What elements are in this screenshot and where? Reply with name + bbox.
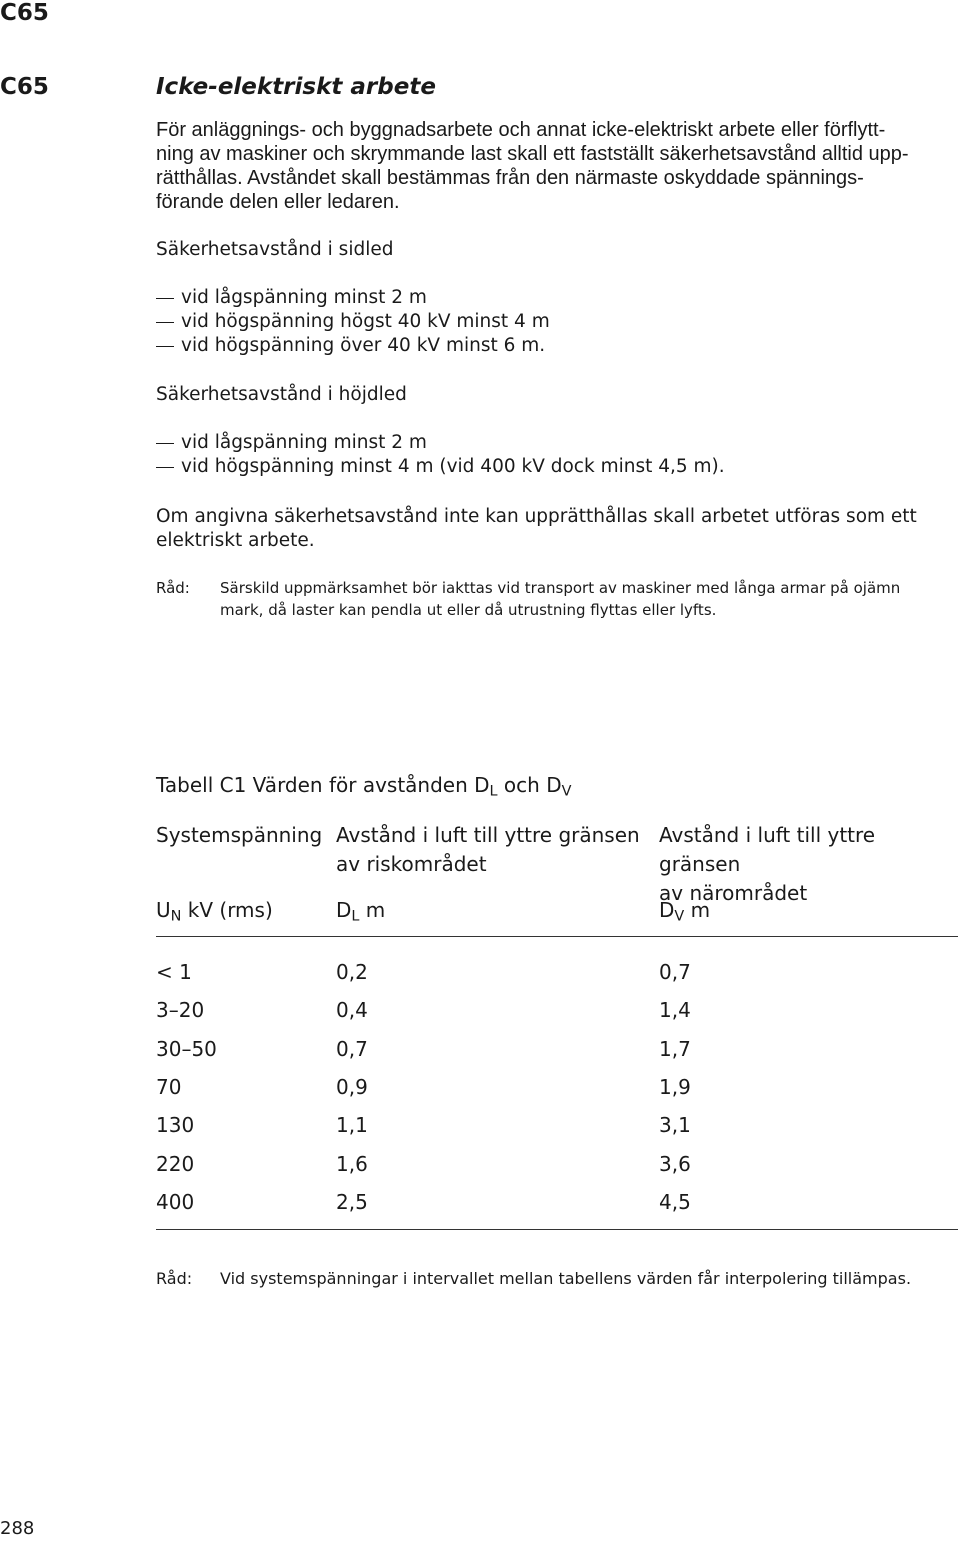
intro-line: ning av maskiner och skrymmande last skall ett fastställt säkerhetsavstånd alltid upp- [156,143,909,165]
section-code: C65 [0,74,49,100]
table-cell: 220 [156,1152,195,1176]
table-bottom-rule [156,1229,958,1230]
table-cell: < 1 [156,960,192,984]
list-item: vid högspänning över 40 kV minst 6 m. [156,334,550,358]
dash-bullet [156,322,174,323]
table-cell: 130 [156,1113,195,1137]
advice-line: mark, då laster kan pendla ut eller då utrustning flyttas eller lyfts. [220,601,717,619]
dash-bullet [156,467,174,468]
table-advice-text: Vid systemspänningar i intervallet mellan tabellens värden får interpolering tillämpas. [220,1269,912,1288]
list-item: vid högspänning högst 40 kV minst 4 m [156,310,550,334]
table-cell: 3,1 [659,1113,691,1137]
table-cell: 400 [156,1190,195,1214]
table-cell: 0,7 [336,1037,368,1061]
page-header-code: C65 [0,0,49,26]
table-cell: 30–50 [156,1037,217,1061]
unit-dv: $D_V$ m [659,898,711,925]
sidled-list [156,286,550,358]
closing-line: Om angivna säkerhetsavstånd inte kan upprätthållas skall arbetet utföras som ett [156,506,917,527]
unit-system-voltage: $U_N$ kV (rms) [156,898,273,925]
table-cell: 0,2 [336,960,368,984]
table-cell: 1,6 [336,1152,368,1176]
table-cell: 1,7 [659,1037,691,1061]
list-item: vid lågspänning minst 2 m [156,431,725,455]
advice-text [220,577,958,621]
intro-line: förande delen eller ledaren. [156,191,400,213]
dash-bullet [156,443,174,444]
table-title: Tabell C1 Värden för avstånden $D_L$ och $D_V$ [156,773,572,800]
dash-bullet [156,298,174,299]
table-advice-label: Råd: [156,1269,193,1288]
intro-line: rätthållas. Avståndet skall bestämmas från den närmaste oskyddade spännings- [156,167,864,189]
sidled-heading: Säkerhetsavstånd i sidled [156,239,394,260]
advice-label: Råd: [156,579,190,597]
table-cell: 0,4 [336,998,368,1022]
list-item: vid högspänning minst 4 m (vid 400 kV dock minst 4,5 m). [156,455,725,479]
intro-line: För anläggnings- och byggnadsarbete och annat icke-elektriskt arbete eller förflytt- [156,119,886,141]
closing-line: elektriskt arbete. [156,530,315,551]
column-header-risk-zone: Avstånd i luft till yttre gränsen av riskområdet [336,823,640,876]
table-cell: 1,1 [336,1113,368,1137]
table-cell: 3–20 [156,998,205,1022]
column-header-near-zone: Avstånd i luft till yttre gränsen av närområdet [659,823,876,905]
table-top-rule [156,936,958,937]
table-cell: 1,4 [659,998,691,1022]
closing-paragraph [156,505,958,553]
table-cell: 2,5 [336,1190,368,1214]
dash-bullet [156,346,174,347]
table-cell: 4,5 [659,1190,691,1214]
table-cell: 70 [156,1075,182,1099]
unit-dl: $D_L$ m [336,898,386,925]
table-cell: 1,9 [659,1075,691,1099]
list-item: vid lågspänning minst 2 m [156,286,550,310]
page-number: 288 [0,1518,35,1539]
section-title: Icke-elektriskt arbete [156,74,436,100]
table-cell: 0,7 [659,960,691,984]
table-cell: 0,9 [336,1075,368,1099]
column-header-system: Systemspänning [156,823,323,847]
table-cell: 3,6 [659,1152,691,1176]
hojdled-heading: Säkerhetsavstånd i höjdled [156,384,407,405]
hojdled-list [156,431,725,479]
advice-line: Särskild uppmärksamhet bör iakttas vid transport av maskiner med långa armar på ojämn [220,579,901,597]
intro-paragraph [156,118,958,214]
